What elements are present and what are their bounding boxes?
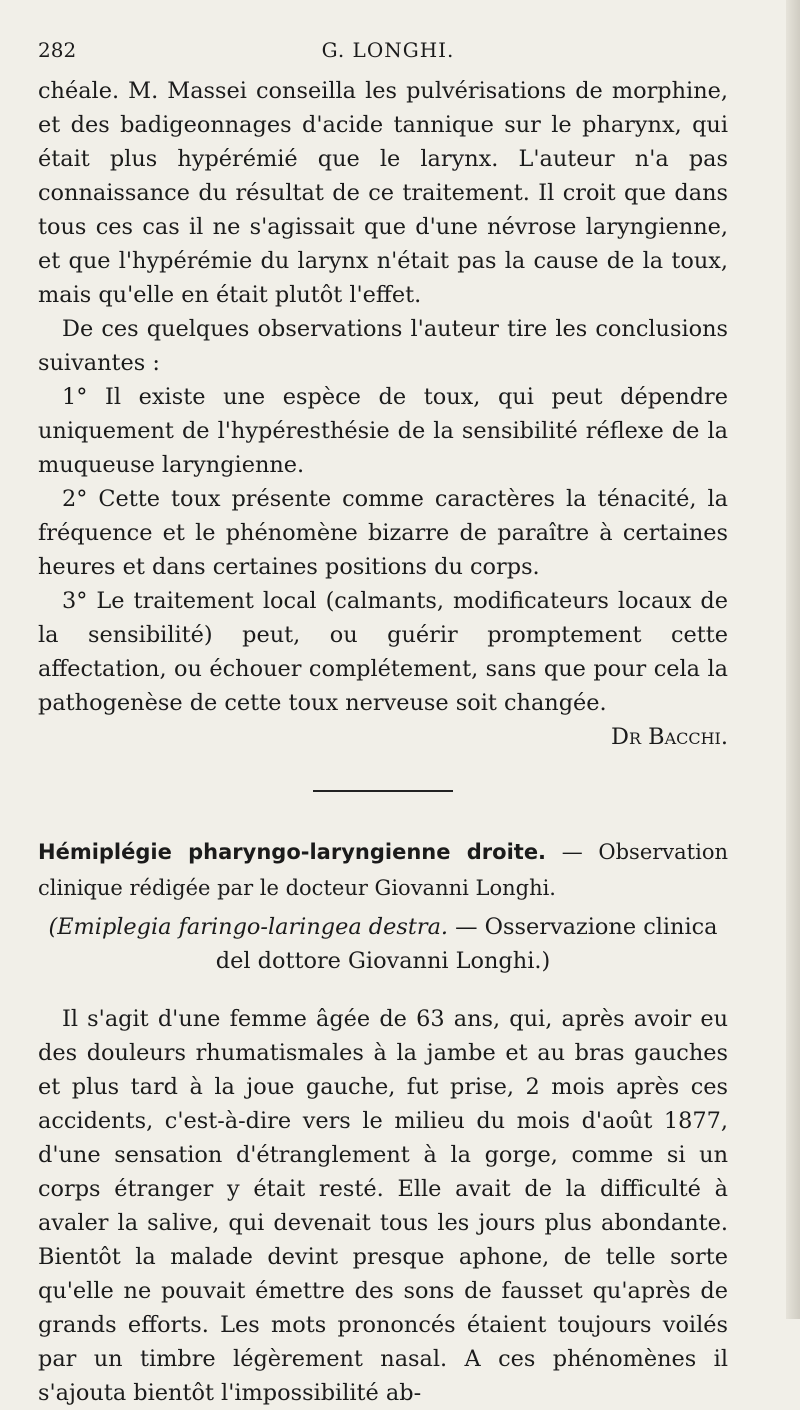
article2-italian-title: [38, 910, 728, 978]
conclusion-2: 2° Cette toux présente comme caractères la ténacité, la fréquence et le phénomène bizarre de paraître à certaines heures et dans certaines positions du corps.: [38, 486, 728, 580]
signature-line: [38, 720, 728, 754]
article1-paragraph1: chéale. M. Massei conseilla les pulvérisations de morphine, et des badigeonnages d'acide tannique sur le pharynx, qui était plus hypérémié que le larynx. L'auteur n'a pas connaissance du résultat de ce traitement. Il croit que dans tous ces cas il ne s'agissait que d'une névrose laryngienne, et que l'hypérémie du larynx n'était pas la cause de la toux, mais qu'elle en était plutôt l'effet.: [38, 78, 728, 308]
article2-paragraph1: Il s'agit d'une femme âgée de 63 ans, qui, après avoir eu des douleurs rhumatismales à la jambe et au bras gauches et plus tard à la joue gauche, fut prise, 2 mois après ces accidents, c'est-à-dire vers le milieu du mois d'août 1877, d'une sensation d'étranglement à la gorge, comme si un corps étranger y était resté. Elle avait de la difficulté à avaler la salive, qui devenait tous les jours plus abondante. Bientôt la malade devint presque aphone, de telle sorte qu'elle ne pouvait émettre des sons de fausset qu'après de grands efforts. Les mots prononcés étaient toujours voilés par un timbre légèrement nasal. A ces phénomènes il s'ajouta bientôt l'impossibilité ab-: [38, 1006, 728, 1406]
page-body: [38, 74, 728, 1410]
article2-title: [38, 834, 728, 906]
signature: Dr Bacchi.: [611, 724, 728, 750]
running-title: G. LONGHI.: [321, 38, 455, 62]
page-number: 282: [38, 38, 77, 62]
conclusion-1: 1° Il existe une espèce de toux, qui peut dépendre uniquement de l'hypéresthésie de la sensibilité réflexe de la muqueuse laryngienne.: [38, 384, 728, 478]
article2-title-bold: Hémiplégie pharyngo-laryngienne droite.: [38, 840, 547, 864]
article1-paragraph2: De ces quelques observations l'auteur tire les conclusions suivantes :: [38, 316, 728, 376]
conclusion-3: 3° Le traitement local (calmants, modificateurs locaux de la sensibilité) peut, ou guérir promptement cette affectation, ou échouer complétement, sans que pour cela la pathogenèse de cette toux nerveuse soit changée.: [38, 588, 728, 716]
spacer: [38, 978, 728, 1002]
article2-title-rest: — Observation clinique rédigée par le docteur Giovanni Longhi.: [38, 840, 728, 900]
page-header: [38, 30, 738, 64]
section-divider: [313, 790, 453, 792]
article2-italian-title-rest: — Osservazione clinica del dottore Giovanni Longhi.): [215, 914, 718, 974]
page-edge-shadow: [786, 0, 800, 1319]
article2-italian-title-italic: (Emiplegia faringo-laringea destra.: [48, 914, 449, 940]
